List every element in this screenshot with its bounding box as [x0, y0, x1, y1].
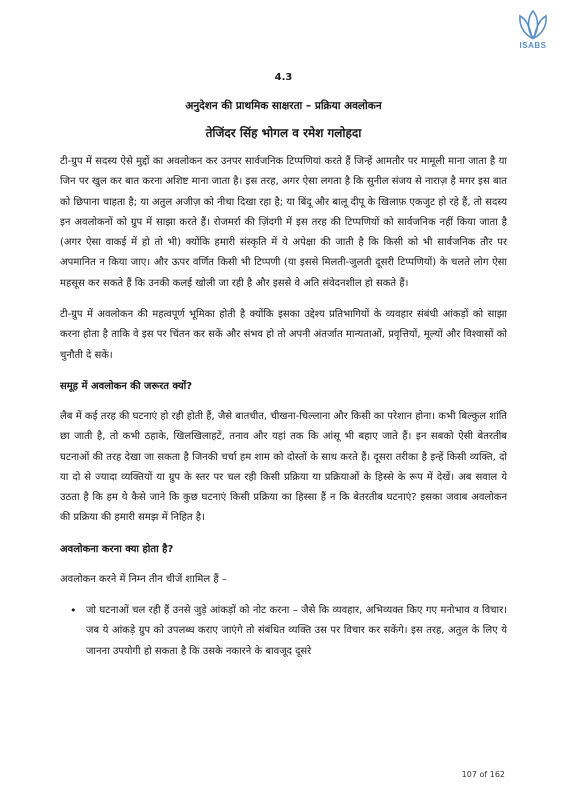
- paragraph-3: लैब में कई तरह की घटनाएं हो रही होती हैं, जैसे बातचीत, चीखना-चिल्लाना और किसी का परेशान होना। कभी बिल्कुल शांति छा जाती है, तो कभी ठहाके, खिलखिलाहटें, तनाव और यहां तक कि आंसू भी बहाए जाते हैं। इन सबको ऐसी बेतरतीब घटनाओं की तरह देखा जा सकता है जिनकी चर्चा हम शाम को दोस्तों के साथ करते हैं। दूसरा तरीका है इन्हें किसी व्यक्ति, दो या दो से ज्यादा व्यक्तियों या ग्रुप के स्तर पर चल रही किसी प्रक्रिया या प्रक्रियाओं के हिस्से के रूप में देखें। अब सवाल ये उठता है कि हम ये कैसे जाने कि कुछ घटनाएं किसी प्रक्रिया का हिस्सा हैं न कि बेतरतीब घटनाएं? इसका जवाब अवलोकन की प्रक्रिया की हमारी समझ में निहित है।: [60, 410, 507, 524]
- document-title: अनुदेशन की प्राथमिक साक्षरता – प्रक्रिया अवलोकन: [185, 100, 382, 112]
- section-heading-why-observation: समूह में अवलोकन की जरूरत क्यों?: [60, 380, 193, 392]
- section-number: 4.3: [274, 72, 293, 83]
- page-number: 107 of 162: [461, 770, 505, 779]
- logo-text: ISABS: [519, 41, 547, 50]
- paragraph-2: टी-ग्रुप में अवलोकन की महत्वपूर्ण भूमिका होती है क्योंकि इसका उद्देश्य प्रतिभागियों के व्यवहार संबंधी आंकड़ों को साझा करना होता है ताकि वे इस पर चिंतन कर सकें और संभव हो तो अपनी अंतर्जात मान्यताओं, प्रवृत्तियों, मूल्यों और विश्वासों को चुनौती दे सकें।: [60, 309, 507, 361]
- bullet-item: • जो घटनाओं चल रही हैं उनसे जुड़े आंकड़ों को नोट करना – जैसे कि व्यवहार, अभिव्यक्त किए गए मनोभाव व विचार। जब ये आंकड़े ग्रुप को उपलब्ध कराए जाएंगे तो संबंधित व्यक्ति उस पर विचार कर सकेंगे। इस तरह, अतुल के लिए ये जानना उपयोगी हो सकता है कि उसके नकारने के बावजूद दूसरे: [86, 601, 507, 662]
- isabs-logo: [513, 8, 553, 52]
- document-body: [60, 72, 507, 662]
- paragraph-1: टी-ग्रुप में सदस्य ऐसे मुद्दों का अवलोकन कर उनपर सार्वजनिक टिप्पणियां करते हैं जिन्हें आमतौर पर मामूली माना जाता है या जिन पर खुल कर बात करना अशिष्ट माना जाता है। इस तरह, अगर ऐसा लगता है कि सुनील संजय से नाराज़ है मगर इस बात को छिपाना चाहता है; या अतुल अजीज़ को नीचा दिखा रहा है; या बिंदू और बालू दीपू के खिलाफ़ एकजुट हो रहे हैं, तो सदस्य इन अवलोकनों को ग्रुप में साझा करते हैं। रोजमर्रा की ज़िंदगी में इस तरह की टिप्पणियों को सार्वजनिक नहीं किया जाता है (अगर ऐसा वाकई में हो तो भी) क्योंकि हमारी संस्कृति में ये अपेक्षा की जाती है कि किसी को भी सार्वजनिक तौर पर अपमानित न किया जाए। और ऊपर वर्णित किसी भी टिप्पणी (या इससे मिलती-जुलती दूसरी टिप्पणियों) के चलते लोग ऐसा महसूस कर सकते हैं कि उनकी कलई खोली जा रही है और इससे वे अति संवेदनशील हो सकते हैं।: [60, 156, 507, 289]
- lotus-icon: [513, 8, 553, 40]
- section-heading-what-is-observation: अवलोकना करना क्या होता है?: [60, 543, 174, 555]
- bullet-list: [60, 601, 507, 662]
- document-authors: तेजिंदर सिंह भोगल व रमेश गलोहदा: [205, 126, 362, 140]
- paragraph-4: अवलोकन करने में निम्न तीन चीजें शामिल हैं –: [60, 573, 227, 585]
